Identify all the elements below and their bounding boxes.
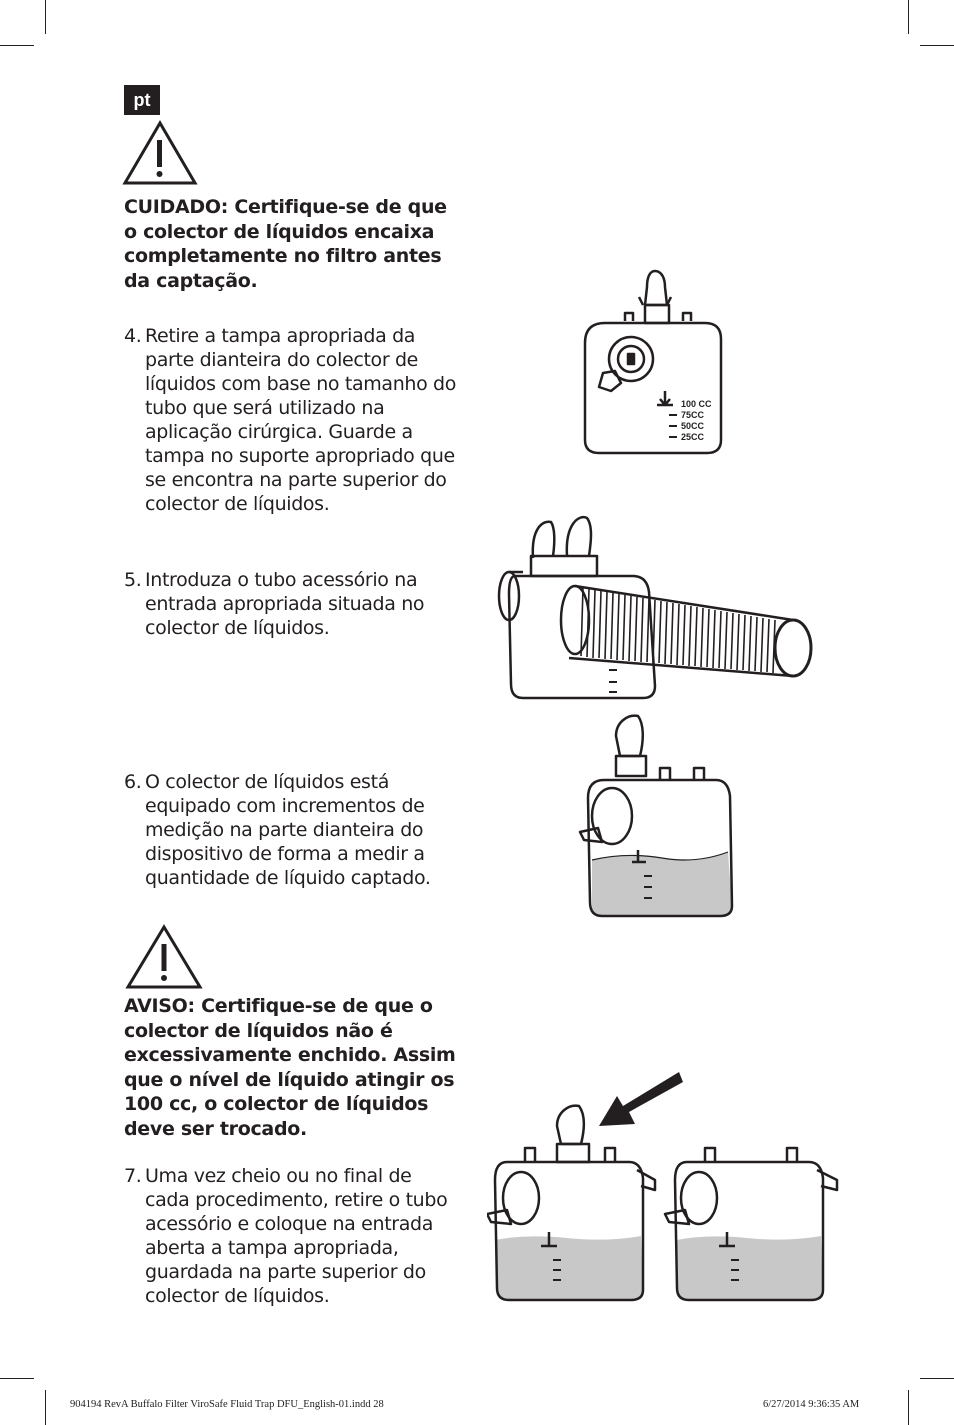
- crop-mark: [45, 0, 46, 34]
- step-text: Uma vez cheio ou no final de cada procedimento, retire o tubo acessório e coloque na entrada aberta a tampa apropriada, guardada na parte superior do colector de líquidos.: [145, 1165, 448, 1307]
- warning-triangle-icon: [122, 120, 198, 186]
- step-number: 4.: [124, 325, 142, 347]
- scale-label: 75CC: [681, 410, 705, 420]
- crop-mark: [0, 45, 34, 46]
- crop-mark: [0, 1378, 34, 1379]
- step-number: 6.: [124, 771, 142, 793]
- crop-mark: [45, 1390, 46, 1425]
- fluid-trap-illustration: [575, 265, 735, 460]
- warning-triangle-icon: [125, 924, 203, 990]
- step-5: [124, 568, 459, 640]
- crop-mark: [908, 1390, 909, 1425]
- footer-file-info: 904194 RevA Buffalo Filter ViroSafe Fluid Trap DFU_English-01.indd 28: [70, 1399, 384, 1410]
- warning-text: AVISO: Certifique-se de que o colector de líquidos não é excessivamente enchido. Assim que o nível de líquido atingir os 100 cc, o colector de líquidos deve ser trocado.: [124, 995, 456, 1140]
- crop-mark: [920, 45, 954, 46]
- scale-label: 100 CC: [681, 399, 712, 409]
- fluid-trap-pair-illustration: [487, 1104, 842, 1304]
- step-number: 7.: [124, 1165, 142, 1187]
- step-4: [124, 324, 459, 516]
- scale-label: 25CC: [681, 432, 705, 442]
- crop-mark: [908, 0, 909, 34]
- scale-label: 50CC: [681, 421, 705, 431]
- caution-text: CUIDADO: Certifique-se de que o colector de líquidos encaixa completamente no filtro antes da captação.: [124, 196, 447, 292]
- step-number: 5.: [124, 569, 142, 591]
- crop-mark: [920, 1378, 954, 1379]
- footer-datetime: 6/27/2014 9:36:35 AM: [763, 1399, 860, 1410]
- language-tag: pt: [124, 85, 160, 115]
- fluid-trap-partially-filled-illustration: [576, 712, 740, 922]
- step-6: [124, 770, 459, 890]
- step-text: O colector de líquidos está equipado com incrementos de medição na parte dianteira do dispositivo de forma a medir a quantidade de líquido captado.: [145, 771, 431, 889]
- step-7: [124, 1164, 459, 1308]
- step-text: Introduza o tubo acessório na entrada apropriada situada no colector de líquidos.: [145, 569, 425, 639]
- fluid-trap-with-tube-illustration: [493, 508, 833, 704]
- step-text: Retire a tampa apropriada da parte dianteira do colector de líquidos com base no tamanho do tubo que será utilizado na aplicação cirúrgica. Guarde a tampa no suporte apropriado que se encontra na parte superior do colector de líquidos.: [145, 325, 457, 515]
